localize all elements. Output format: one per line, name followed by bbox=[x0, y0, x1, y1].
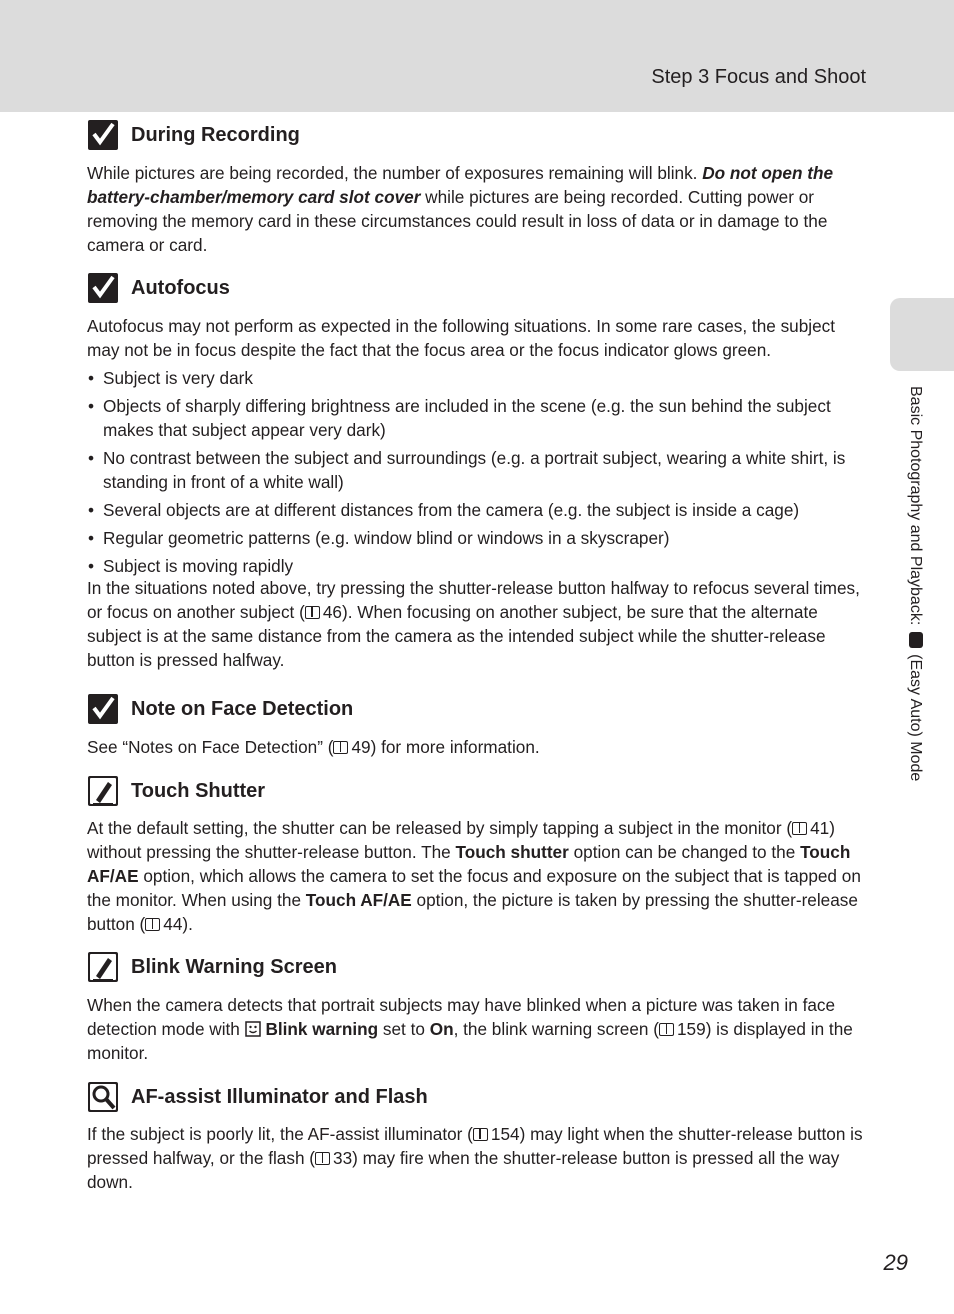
list-item: • Regular geometric patterns (e.g. window blind or windows in a skyscraper) bbox=[87, 526, 867, 550]
section-heading bbox=[87, 120, 867, 154]
section-body bbox=[87, 816, 867, 936]
section-autofocus bbox=[87, 273, 867, 672]
setting-name: Touch shutter bbox=[455, 842, 569, 862]
page-reference-icon bbox=[305, 606, 320, 619]
section-heading bbox=[87, 273, 867, 307]
page-reference-icon bbox=[659, 1023, 674, 1036]
page-reference-icon bbox=[792, 822, 807, 835]
body-text: ) may fire when the shutter-release button is pressed all the way down. bbox=[87, 1148, 840, 1192]
list-item: • Subject is moving rapidly bbox=[87, 554, 867, 578]
magnifier-icon bbox=[88, 1082, 118, 1112]
section-touch-shutter bbox=[87, 776, 867, 936]
section-body bbox=[87, 735, 867, 759]
body-text: , the blink warning screen ( bbox=[453, 1019, 659, 1039]
section-heading bbox=[87, 694, 867, 728]
body-text: option can be changed to the bbox=[568, 842, 801, 862]
body-text: If the subject is poorly lit, the AF-assist illuminator ( bbox=[87, 1124, 473, 1144]
check-icon bbox=[88, 694, 118, 724]
check-icon bbox=[88, 120, 118, 150]
body-text: ) is displayed in the monitor. bbox=[87, 1019, 853, 1063]
header-band bbox=[0, 0, 954, 112]
page-reference-icon bbox=[473, 1128, 488, 1141]
section-af-assist bbox=[87, 1082, 867, 1194]
body-text: while pictures are being recorded. Cutting power or removing the memory card in these circumstances could result in loss of data or in damage to the camera or card. bbox=[87, 187, 828, 255]
page-reference-icon bbox=[333, 741, 348, 754]
body-text: ). bbox=[182, 914, 193, 934]
list-item: • Subject is very dark bbox=[87, 366, 867, 390]
setting-name: Blink warning bbox=[265, 1019, 379, 1039]
section-title: AF-assist Illuminator and Flash bbox=[131, 1086, 428, 1108]
page-reference-icon bbox=[145, 918, 160, 931]
section-blink-warning bbox=[87, 952, 867, 1065]
list-item: • Objects of sharply differing brightness are included in the scene (e.g. the sun behind the subject makes that subject appear very dark) bbox=[87, 394, 867, 442]
side-chapter-label bbox=[906, 386, 924, 781]
section-body bbox=[87, 161, 867, 257]
body-text: In the situations noted above, try pressing the shutter-release button halfway to refocus several times, or focus on another subject ( bbox=[87, 578, 860, 622]
page-number: 29 bbox=[883, 1250, 908, 1275]
body-text: option, which allows the camera to set the focus and exposure on the subject that is tapped on the monitor. When using the bbox=[87, 866, 861, 910]
page-reference-icon bbox=[315, 1152, 330, 1165]
setting-name: Touch AF/AE bbox=[305, 890, 412, 910]
autofocus-outro bbox=[87, 576, 867, 672]
body-text: ). When focusing on another subject, be sure that the alternate subject is at the same distance from the camera as the intended subject while the shutter-release button is pressed halfway. bbox=[87, 602, 826, 670]
page-reference-number: 44 bbox=[163, 914, 183, 934]
section-body bbox=[87, 1122, 867, 1194]
side-chapter-text-before: Basic Photography and Playback: bbox=[907, 386, 924, 630]
setting-name: Touch AF/AE bbox=[87, 842, 851, 886]
autofocus-situation-list bbox=[87, 366, 867, 578]
body-text: See “Notes on Face Detection” ( bbox=[87, 737, 334, 757]
section-title: During Recording bbox=[131, 124, 300, 146]
section-title: Touch Shutter bbox=[131, 780, 266, 802]
body-text: ) for more information. bbox=[370, 737, 540, 757]
section-during-recording bbox=[87, 120, 867, 257]
section-heading bbox=[87, 952, 867, 986]
list-item: • No contrast between the subject and surroundings (e.g. a portrait subject, wearing a white shirt, is standing in front of a white wall) bbox=[87, 446, 867, 494]
section-face-detection bbox=[87, 694, 867, 759]
easy-auto-mode-icon bbox=[909, 632, 923, 648]
body-text: set to bbox=[378, 1019, 430, 1039]
section-title: Blink Warning Screen bbox=[131, 956, 337, 978]
autofocus-intro: Autofocus may not perform as expected in the following situations. In some rare cases, the subject may not be in focus despite the fact that the focus area or the focus indicator glows green. bbox=[87, 316, 836, 360]
body-text: ) may light when the shutter-release button is pressed halfway, or the flash ( bbox=[87, 1124, 863, 1168]
check-icon bbox=[88, 273, 118, 303]
list-item: • Several objects are at different distances from the camera (e.g. the subject is inside a cage) bbox=[87, 498, 867, 522]
side-chapter-tab bbox=[890, 298, 954, 371]
body-text: ) without pressing the shutter-release button. The bbox=[87, 818, 835, 862]
section-title: Autofocus bbox=[131, 277, 230, 299]
page-reference-number: 159 bbox=[677, 1019, 706, 1039]
page-header-title: Step 3 Focus and Shoot bbox=[651, 66, 866, 88]
section-heading bbox=[87, 776, 867, 810]
body-text: While pictures are being recorded, the number of exposures remaining will blink. bbox=[87, 163, 703, 183]
page-reference-number: 41 bbox=[810, 818, 830, 838]
note-icon bbox=[88, 952, 118, 982]
page-reference-number: 49 bbox=[351, 737, 371, 757]
page-reference-number: 154 bbox=[490, 1124, 520, 1144]
side-chapter-text-after: (Easy Auto) Mode bbox=[907, 649, 924, 782]
body-text: At the default setting, the shutter can be released by simply tapping a subject in the monitor ( bbox=[87, 818, 793, 838]
warning-bold-text: Do not open the battery-chamber/memory card slot cover bbox=[87, 163, 834, 207]
section-heading bbox=[87, 1082, 867, 1116]
section-body bbox=[87, 993, 867, 1065]
body-text: When the camera detects that portrait subjects may have blinked when a picture was taken in face detection mode with bbox=[87, 995, 836, 1039]
page-reference-number: 33 bbox=[333, 1148, 353, 1168]
body-text: option, the picture is taken by pressing the shutter-release button ( bbox=[87, 890, 858, 934]
setting-value: On bbox=[429, 1019, 454, 1039]
face-detection-icon bbox=[245, 1021, 261, 1037]
section-title: Note on Face Detection bbox=[131, 698, 354, 720]
page-reference-number: 46 bbox=[322, 602, 342, 622]
note-icon bbox=[88, 776, 118, 806]
